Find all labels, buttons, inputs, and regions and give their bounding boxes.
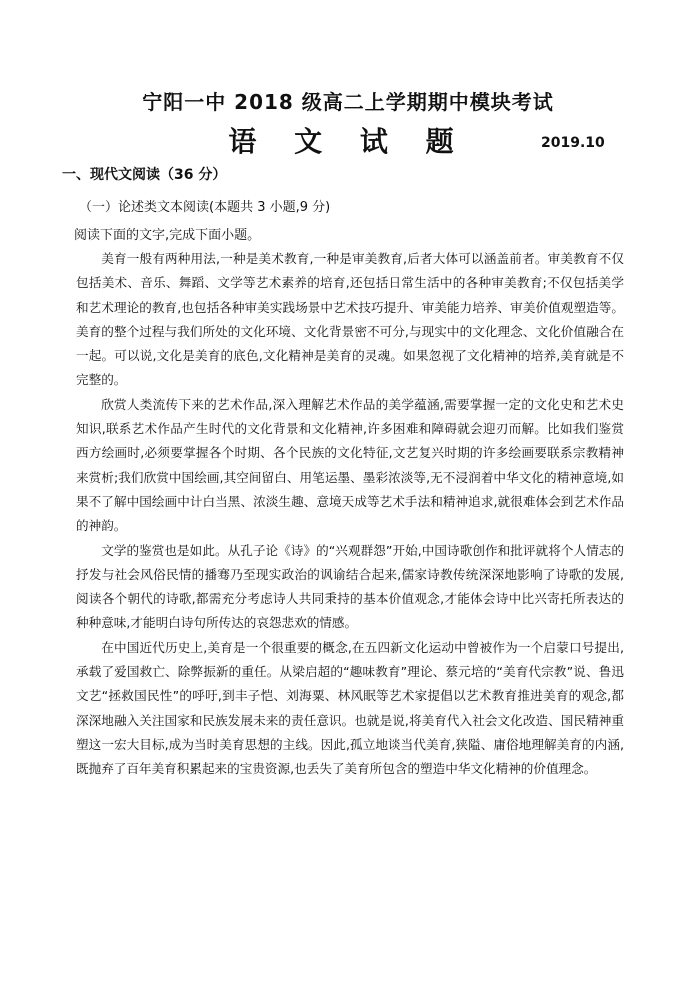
reading-instruction: 阅读下面的文字,完成下面小题。 [74, 228, 261, 243]
subject-title: 语 文 试 题 [228, 125, 468, 158]
passage-paragraph: 美育一般有两种用法,一种是美术教育,一种是审美教育,后者大体可以涵盖前者。审美教育不仅包括美术、音乐、舞蹈、文学等艺术素养的培育,还包括日常生活中的各种审美教育;不仅包括美学和艺术理论的教育,也包括各种审美实践场景中艺术技巧提升、审美能力培养、审美价值观塑造等。美育的整个过程与我们所处的文化环境、文化背景密不可分,与现实中的文化理念、文化价值融合在一起。可以说,文化是美育的底色,文化精神是美育的灵魂。如果忽视了文化精神的培养,美育就是不完整的。 [76, 251, 624, 388]
exam-date: 2019.10 [541, 135, 605, 151]
passage-paragraph: 文学的鉴赏也是如此。从孔子论《诗》的“兴观群怨”开始,中国诗歌创作和批评就将个人情志的抒发与社会风俗民情的播骞乃至现实政治的讽谕结合起来,儒家诗教传统深深地影响了诗歌的发展,阅读各个朝代的诗歌,都需充分考虑诗人共同秉持的基本价值观念,才能体会诗中比兴寄托所表达的种种意味,才能明白诗句所传达的哀怨悲欢的情感。 [76, 542, 624, 631]
reading-passage [76, 247, 624, 782]
section-heading: 一、现代文阅读（36 分） [62, 167, 227, 183]
passage-paragraph: 在中国近代历史上,美育是一个很重要的概念,在五四新文化运动中曾被作为一个启蒙口号提出,承载了爱国救亡、除弊振新的重任。从梁启超的“趣味教育”理论、蔡元培的“美育代宗教”说、鲁迅文艺“拯救国民性”的呼吁,到丰子恺、刘海粟、林风眠等艺术家提倡以艺术教育推进美育的观念,都深深地融入关注国家和民族发展未来的责任意识。也就是说,将美育代入社会文化改造、国民精神重塑这一宏大目标,成为当时美育思想的主线。因此,孤立地谈当代美育,狭隘、庸俗地理解美育的内涵,既抛弃了百年美育积累起来的宝贵资源,也丢失了美育所包含的塑造中华文化精神的价值理念。 [76, 639, 624, 777]
school-exam-title: 宁阳一中 2018 级高二上学期期中模块考试 [142, 90, 554, 114]
subsection-heading: （一）论述类文本阅读(本题共 3 小题,9 分) [79, 200, 331, 215]
passage-paragraph: 欣赏人类流传下来的艺术作品,深入理解艺术作品的美学蕴涵,需要掌握一定的文化史和艺术史知识,联系艺术作品产生时代的文化背景和文化精神,许多困难和障碍就会迎刃而解。比如我们鉴赏西方绘画时,必须要掌握各个时期、各个民族的文化特征,文艺复兴时期的许多绘画要联系宗教精神来赏析;我们欣赏中国绘画,其空间留白、用笔运墨、墨彩浓淡等,无不浸润着中华文化的精神意境,如果不了解中国绘画中计白当黑、浓淡生趣、意境天成等艺术手法和精神追求,就很难体会到艺术作品的神韵。 [76, 396, 624, 534]
